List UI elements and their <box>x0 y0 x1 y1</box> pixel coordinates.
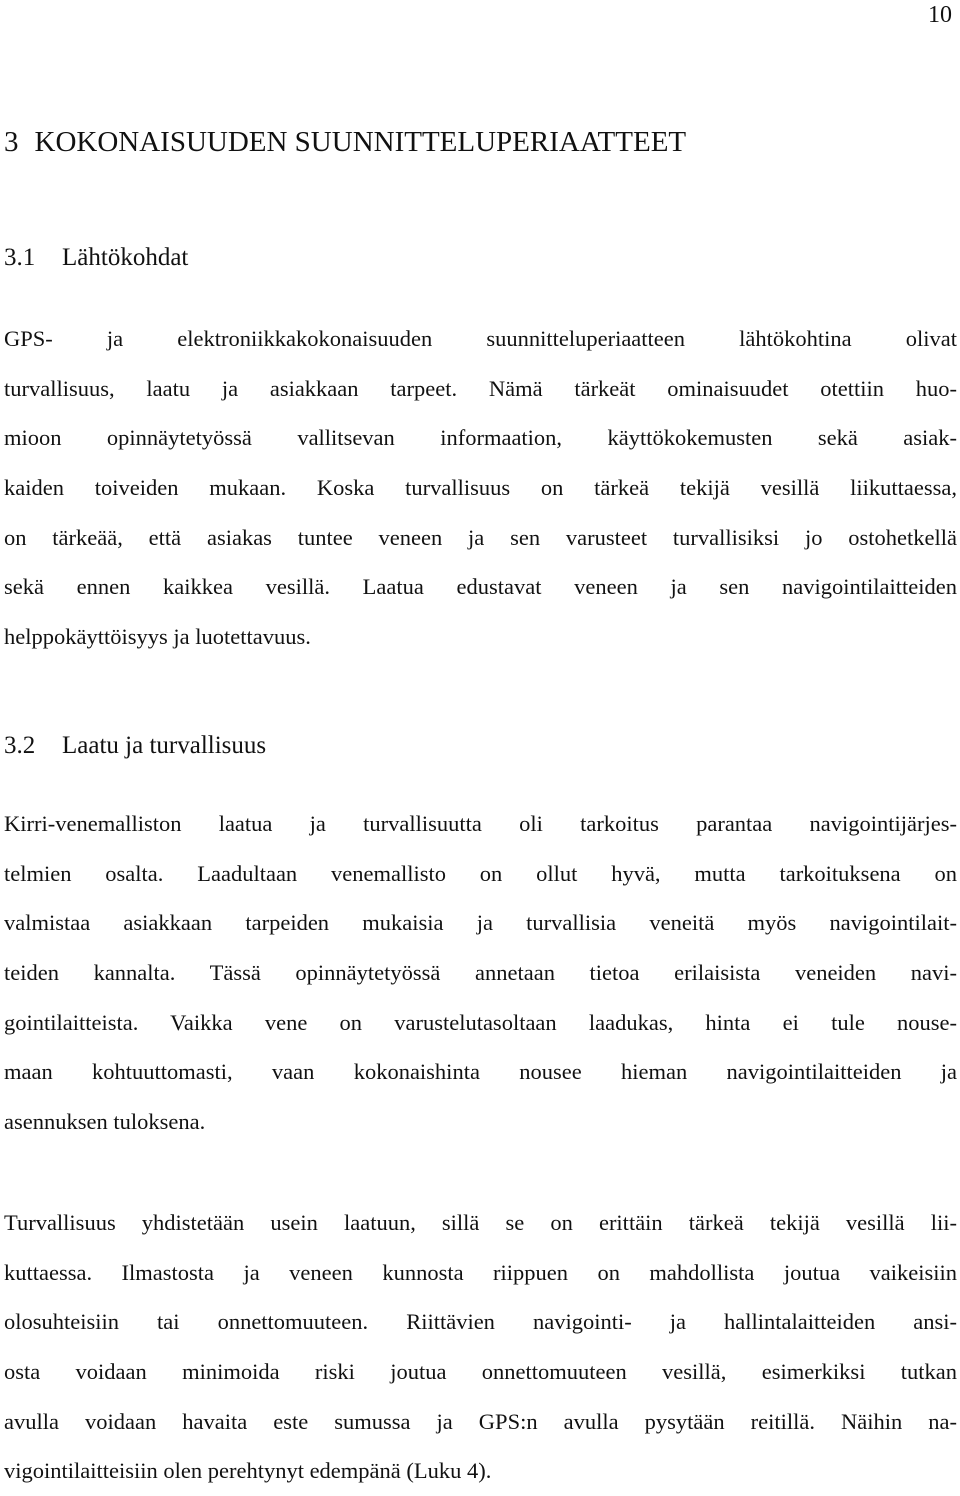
text-line: teiden kannalta. Tässä opinnäytetyössä annetaan tietoa erilaisista veneiden navi- <box>4 960 957 986</box>
section-heading-3-2 <box>4 729 266 763</box>
text-line: on tärkeää, että asiakas tuntee veneen ja sen varusteet turvallisiksi jo ostohetkellä <box>4 524 957 550</box>
text-line: Turvallisuus yhdistetään usein laatuun, sillä se on erittäin tärkeä tekijä vesillä lii- <box>4 1210 957 1235</box>
text-line: helppokäyttöisyys ja luotettavuus. <box>4 624 311 650</box>
section-title: Laatu ja turvallisuus <box>62 732 267 759</box>
section-number: 3.1 <box>4 244 36 271</box>
chapter-number: 3 <box>4 126 19 158</box>
text-line: mioon opinnäytetyössä vallitsevan informaation, käyttökokemusten sekä asiak- <box>4 425 957 451</box>
chapter-title: KOKONAISUUDEN SUUNNITTELUPERIAATTEET <box>34 126 687 158</box>
text-line: osta voidaan minimoida riski joutua onnettomuuteen vesillä, esimerkiksi tutkan <box>4 1359 957 1385</box>
paragraph <box>4 314 957 662</box>
text-line: kaiden toiveiden mukaan. Koska turvallisuus on tärkeä tekijä vesillä liikuttaessa, <box>4 475 957 501</box>
section-number: 3.2 <box>4 732 36 759</box>
text-line: telmien osalta. Laadultaan venemallisto on ollut hyvä, mutta tarkoituksena on <box>4 860 957 886</box>
section-heading-3-1 <box>4 241 188 275</box>
text-line: GPS- ja elektroniikkakokonaisuuden suunnitteluperiaatteen lähtökohtina olivat <box>4 326 957 351</box>
text-line: maan kohtuuttomasti, vaan kokonaishinta nousee hieman navigointilaitteiden ja <box>4 1059 957 1085</box>
text-line: vigointilaitteisiin olen perehtynyt edempänä (Luku 4). <box>4 1458 492 1484</box>
section-title: Lähtökohdat <box>62 244 189 271</box>
text-line: turvallisuus, laatu ja asiakkaan tarpeet. Nämä tärkeät ominaisuudet otettiin huo- <box>4 375 957 401</box>
text-line: avulla voidaan havaita este sumussa ja GPS:n avulla pysytään reitillä. Näihin na- <box>4 1408 957 1434</box>
page-number: 10 <box>928 2 952 28</box>
text-line: Kirri-venemalliston laatua ja turvallisuutta oli tarkoitus parantaa navigointijärjes- <box>4 811 957 836</box>
paragraph <box>4 799 957 1147</box>
text-line: gointilaitteista. Vaikka vene on varustelutasoltaan laadukas, hinta ei tule nouse- <box>4 1009 957 1035</box>
text-line: kuttaessa. Ilmastosta ja veneen kunnosta riippuen on mahdollista joutua vaikeisiin <box>4 1259 957 1285</box>
text-line: asennuksen tuloksena. <box>4 1109 206 1135</box>
chapter-heading <box>4 122 686 162</box>
paragraph <box>4 1198 957 1496</box>
text-line: sekä ennen kaikkea vesillä. Laatua edustavat veneen ja sen navigointilaitteiden <box>4 574 957 600</box>
text-line: valmistaa asiakkaan tarpeiden mukaisia ja turvallisia veneitä myös navigointilait- <box>4 910 957 936</box>
text-line: olosuhteisiin tai onnettomuuteen. Riittävien navigointi- ja hallintalaitteiden ansi- <box>4 1309 957 1335</box>
